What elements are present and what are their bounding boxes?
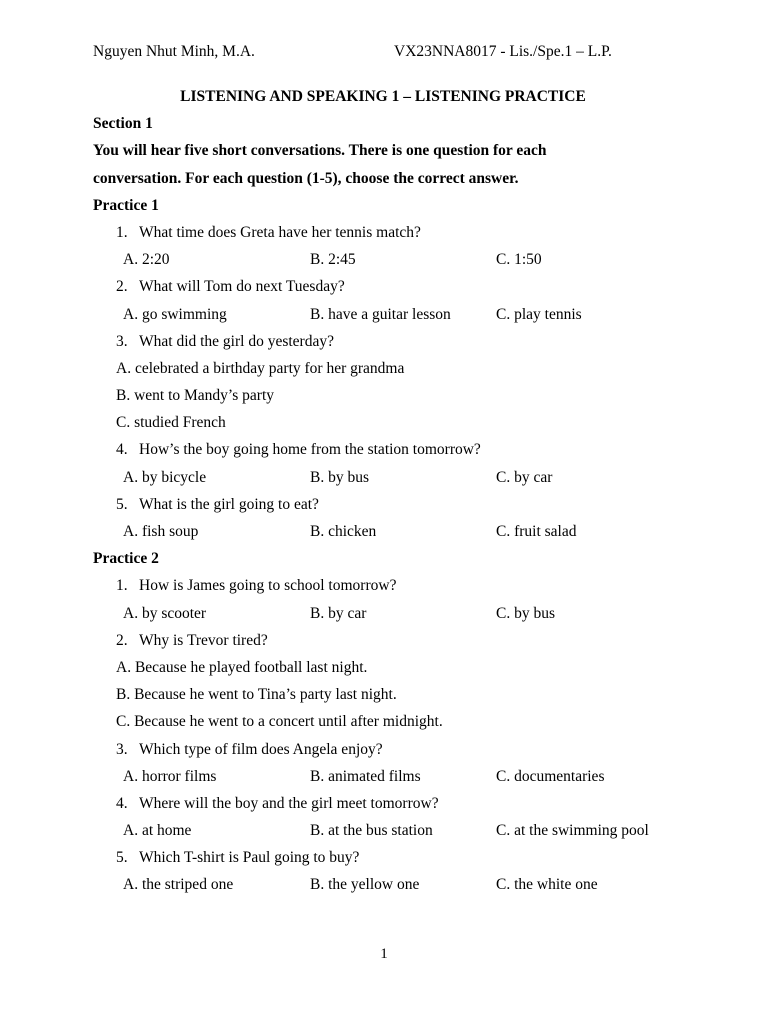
option-c: C. the white one [496, 876, 598, 894]
option-row [93, 874, 683, 901]
question [93, 739, 683, 766]
question [93, 630, 683, 657]
option-b: B. 2:45 [310, 251, 356, 269]
option-b: B. by bus [310, 468, 369, 486]
question-text: How’s the boy going home from the station tomorrow? [139, 441, 481, 459]
option-b: B. by car [310, 604, 367, 622]
question-number: 5. [116, 495, 128, 513]
option-c: C. at the swimming pool [496, 822, 649, 840]
question [93, 494, 683, 521]
option-a: A. go swimming [123, 305, 227, 323]
practice-heading: Practice 1 [93, 196, 159, 214]
question [93, 439, 683, 466]
question-text: Which T-shirt is Paul going to buy? [139, 849, 360, 867]
option-a: A. horror films [123, 767, 217, 785]
instruction-line: You will hear five short conversations. There is one question for each [93, 142, 547, 160]
practice-heading: Practice 2 [93, 550, 159, 568]
question-number: 3. [116, 740, 128, 758]
option-b: B. animated films [310, 767, 421, 785]
header-course-code: VX23NNA8017 - Lis./Spe.1 – L.P. [394, 43, 612, 60]
option-c: C. documentaries [496, 767, 605, 785]
option-a: A. by scooter [123, 604, 207, 622]
option-a: A. Because he played football last night. [116, 658, 368, 676]
question-number: 3. [116, 332, 128, 350]
option-a: A. fish soup [123, 523, 199, 540]
option-row [93, 249, 683, 276]
question-number: 1. [116, 223, 128, 241]
option-a: A. 2:20 [123, 251, 170, 269]
option-a: A. by bicycle [123, 468, 207, 486]
option-row [93, 521, 683, 548]
option-row [93, 820, 683, 847]
option-b: B. Because he went to Tina’s party last night. [116, 686, 397, 704]
option-row [93, 304, 683, 331]
option-row [93, 766, 683, 793]
option-a: A. celebrated a birthday party for her grandma [116, 359, 405, 377]
question-number: 5. [116, 849, 128, 867]
question-number: 4. [116, 794, 128, 812]
question-text: What time does Greta have her tennis match? [139, 223, 421, 241]
question [93, 847, 683, 874]
option-c: C. 1:50 [496, 251, 542, 269]
option-b: B. have a guitar lesson [310, 305, 451, 323]
page-header [93, 43, 653, 63]
header-author: Nguyen Nhut Minh, M.A. [93, 43, 255, 60]
option-row [93, 603, 683, 630]
question-text: What did the girl do yesterday? [139, 332, 334, 350]
option-c: C. fruit salad [496, 523, 577, 540]
question-text: Where will the boy and the girl meet tomorrow? [139, 794, 439, 812]
question-text: Why is Trevor tired? [139, 631, 268, 649]
document-body [93, 86, 683, 902]
question [93, 793, 683, 820]
option-b: B. chicken [310, 523, 377, 540]
option-a: A. the striped one [123, 876, 234, 894]
question [93, 331, 683, 358]
option-c: C. play tennis [496, 305, 582, 323]
section-heading: Section 1 [93, 115, 153, 133]
question [93, 276, 683, 303]
document-title: LISTENING AND SPEAKING 1 – LISTENING PRACTICE [180, 88, 586, 105]
option-b: B. the yellow one [310, 876, 420, 894]
option-b: B. went to Mandy’s party [116, 387, 274, 405]
question-number: 2. [116, 278, 128, 296]
option-a: A. at home [123, 822, 192, 840]
question [93, 222, 683, 249]
question-text: What will Tom do next Tuesday? [139, 278, 345, 296]
question-text: How is James going to school tomorrow? [139, 577, 397, 595]
question-text: What is the girl going to eat? [139, 495, 319, 513]
option-b: B. at the bus station [310, 822, 433, 840]
instruction-line: conversation. For each question (1-5), choose the correct answer. [93, 169, 519, 187]
question [93, 575, 683, 602]
question-text: Which type of film does Angela enjoy? [139, 740, 383, 758]
question-number: 4. [116, 441, 128, 459]
question-number: 1. [116, 577, 128, 595]
option-row [93, 467, 683, 494]
option-c: C. by bus [496, 604, 555, 622]
option-c: C. by car [496, 468, 553, 486]
question-number: 2. [116, 631, 128, 649]
option-c: C. studied French [116, 414, 226, 432]
page-number: 1 [380, 946, 388, 962]
option-c: C. Because he went to a concert until after midnight. [116, 713, 443, 731]
